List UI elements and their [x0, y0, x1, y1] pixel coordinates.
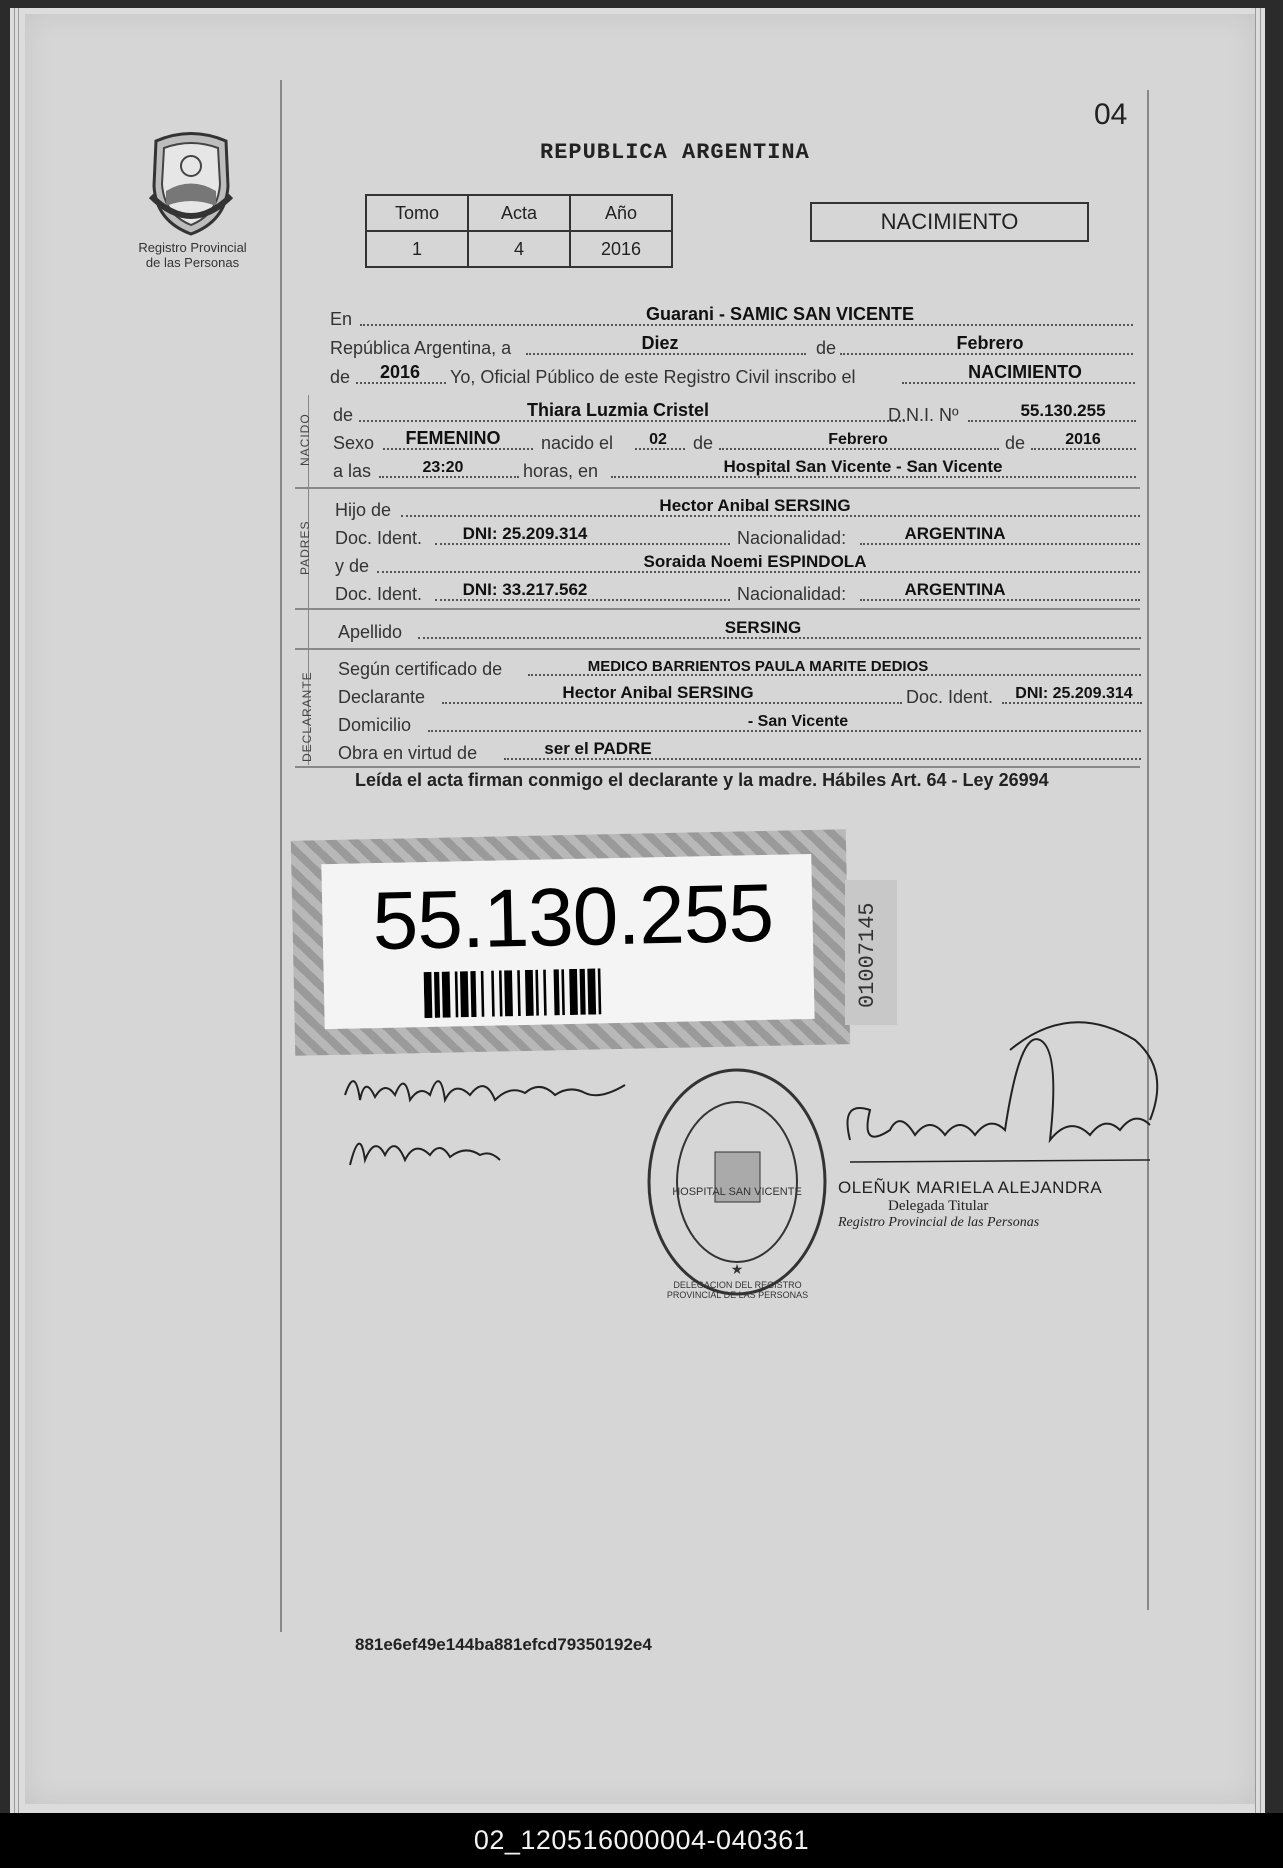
nacido-mes: Febrero [828, 431, 888, 448]
domicilio-value: - San Vicente [747, 713, 849, 730]
barcode-bar [442, 972, 451, 1018]
barcode-bar [434, 972, 440, 1018]
barcode-bar [580, 969, 586, 1015]
form-left-rule [280, 80, 282, 1632]
barcode-bar [598, 968, 602, 1014]
madre-doc: DNI: 33.217.562 [462, 580, 588, 599]
file-id-footer: 02_120516000004-040361 [0, 1813, 1283, 1868]
row-en [330, 304, 1135, 330]
inscribo-value: NACIMIENTO [968, 362, 1082, 382]
row-nacido-nombre [333, 400, 1138, 426]
sticker-serial: 01007145 [855, 902, 880, 1008]
barcode-bar [424, 972, 433, 1018]
barcode-bar [470, 971, 476, 1017]
republica-label: República Argentina, a [330, 338, 512, 358]
madre-nombre: Soraida Noemi ESPINDOLA [643, 552, 867, 571]
anio-header: Año [570, 195, 672, 231]
barcode-bar [481, 971, 485, 1017]
nacido-nombre: Thiara Luzmia Cristel [526, 400, 710, 420]
padre-nac-label: Nacionalidad: [737, 528, 847, 548]
row-domicilio [338, 710, 1143, 736]
svg-text:★: ★ [730, 1261, 744, 1277]
seal-inner-text: HOSPITAL SAN VICENTE [672, 1186, 802, 1198]
padre-nacionalidad: ARGENTINA [904, 524, 1006, 543]
nacido-anio: 2016 [1065, 431, 1101, 448]
madre-doc-label: Doc. Ident. [335, 584, 423, 604]
padres-divider [295, 608, 1140, 610]
horas-label: horas, en [523, 461, 599, 481]
nacido-section-label: NACIDO [298, 413, 312, 466]
tomo-value: 1 [366, 231, 468, 267]
declarant-signature [335, 1055, 655, 1185]
form-right-rule [1147, 90, 1149, 1610]
closing-statement: Leída el acta firman conmigo el declarante y la madre. Hábiles Art. 64 - Ley 26994 [355, 770, 1049, 790]
sticker-serial-tab [845, 880, 897, 1025]
apellido-divider [295, 648, 1140, 650]
logo-caption-line2: de las Personas [145, 255, 240, 270]
nacido-lugar: Hospital San Vicente - San Vicente [723, 457, 1003, 476]
padre-doc: DNI: 25.209.314 [462, 524, 588, 543]
row-padre-doc [335, 523, 1140, 549]
padre-nombre: Hector Anibal SERSING [659, 496, 851, 515]
dni-sticker-label [321, 854, 814, 1029]
madre-nac-label: Nacionalidad: [737, 584, 847, 604]
row-oficial [330, 362, 1135, 388]
nacido-el-label: nacido el [541, 433, 614, 453]
nacido-hora: 23:20 [422, 459, 464, 476]
barcode-bar [504, 970, 513, 1016]
row-madre [335, 551, 1140, 577]
mes-value: Febrero [956, 333, 1024, 353]
barcode-bar [561, 969, 565, 1015]
de-label: de [816, 338, 837, 358]
registry-seal [645, 1062, 830, 1302]
sexo-value: FEMENINO [405, 428, 501, 448]
seal-ring-text: DELEGACION DEL REGISTRO PROVINCIAL DE LAS PERSONAS [666, 1280, 809, 1300]
anio-value: 2016 [570, 231, 672, 267]
madre-nacionalidad: ARGENTINA [904, 580, 1006, 599]
barcode-bar [535, 970, 539, 1016]
row-padre [335, 495, 1140, 521]
barcode-bar [460, 971, 469, 1017]
nacido-divider [295, 487, 1140, 489]
row-apellido [338, 617, 1143, 643]
certificado-value: MEDICO BARRIENTOS PAULA MARITE DEDIOS [587, 658, 929, 675]
row-hora [333, 456, 1138, 482]
row-certificado [338, 654, 1143, 680]
row-madre-doc [335, 579, 1140, 605]
apellido-label: Apellido [338, 622, 403, 642]
barcode-bar [543, 970, 547, 1016]
registry-table [365, 194, 673, 268]
declarante-label: Declarante [338, 687, 426, 707]
row-declarante [338, 682, 1143, 708]
padre-doc-label: Doc. Ident. [335, 528, 423, 548]
sexo-label: Sexo [333, 433, 375, 453]
acta-value: 4 [468, 231, 570, 267]
official-block [838, 1178, 1102, 1231]
acta-header: Acta [468, 195, 570, 231]
official-name: OLEÑUK MARIELA ALEJANDRA [838, 1178, 1103, 1197]
barcode-bar [554, 969, 560, 1015]
dni-label: D.N.I. Nº [888, 405, 959, 425]
nacido-dni: 55.130.255 [1020, 401, 1106, 420]
domicilio-label: Domicilio [338, 715, 412, 735]
barcode-bar [569, 969, 578, 1015]
nacido-de-label2: de [693, 433, 714, 453]
declarante-doc: DNI: 25.209.314 [1015, 685, 1133, 702]
barcode-bar [455, 971, 459, 1017]
barcode-bar [587, 968, 596, 1014]
barcode-bar [491, 971, 495, 1017]
row-obra [338, 738, 1143, 764]
document-hash: 881e6ef49e144ba881efcd79350192e4 [355, 1635, 652, 1654]
barcode-bar [525, 970, 534, 1016]
nacido-de-label: de [333, 405, 354, 425]
hijo-label: Hijo de [335, 500, 392, 520]
apellido-value: SERSING [724, 618, 802, 637]
nacido-dia: 02 [649, 431, 667, 448]
header-title: REPUBLICA ARGENTINA [540, 140, 810, 165]
en-value: Guarani - SAMIC SAN VICENTE [645, 304, 915, 324]
logo-caption-line1: Registro Provincial [138, 240, 247, 255]
padres-section-label: PADRES [298, 520, 312, 575]
official-org: Registro Provincial de las Personas [838, 1215, 1040, 1230]
official-title: Delegada Titular [888, 1198, 989, 1214]
oficial-text: Yo, Oficial Público de este Registro Civil inscribo el [450, 367, 856, 387]
certificate-type-box: NACIMIENTO [810, 202, 1089, 242]
declarante-section-label: DECLARANTE [300, 671, 314, 762]
obra-label: Obra en virtud de [338, 743, 478, 763]
tomo-header: Tomo [366, 195, 468, 231]
declarante-doc-label: Doc. Ident. [906, 687, 994, 707]
dni-sticker-number: 55.130.255 [371, 867, 774, 968]
barcode-icon [424, 965, 775, 1018]
barcode-bar [499, 970, 503, 1016]
yde-label: y de [335, 556, 370, 576]
anio-label: de [330, 367, 351, 387]
official-signature [830, 1010, 1170, 1180]
nacido-de-label3: de [1005, 433, 1026, 453]
obra-value: ser el PADRE [544, 739, 652, 758]
declarante-value: Hector Anibal SERSING [562, 683, 754, 702]
row-republica [330, 333, 1135, 359]
en-label: En [330, 309, 353, 329]
row-sexo [333, 428, 1138, 454]
dni-sticker [291, 829, 850, 1056]
certificado-label: Según certificado de [338, 659, 503, 679]
dia-value: Diez [641, 333, 679, 353]
logo-caption [120, 240, 265, 270]
barcode-bar [517, 970, 521, 1016]
anio-value: 2016 [379, 362, 421, 382]
alas-label: a las [333, 461, 372, 481]
page-number: 04 [1094, 98, 1128, 131]
misiones-emblem-icon [136, 126, 246, 238]
